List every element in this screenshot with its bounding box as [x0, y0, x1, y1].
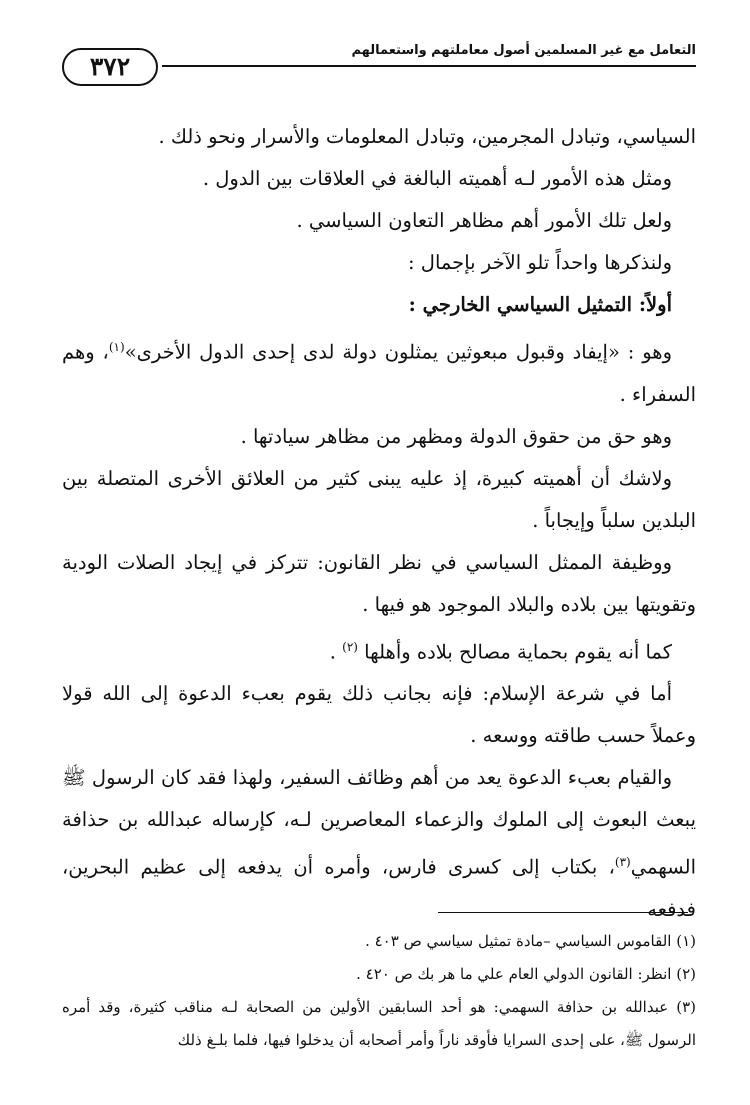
- paragraph-11: [62, 757, 696, 931]
- footnotes: [62, 925, 696, 1057]
- footnote-ref-3: (٣): [614, 855, 631, 869]
- paragraph-3: ولعل تلك الأمور أهم مظاهر التعاون السياسي .: [296, 209, 672, 232]
- paragraph-7: ولاشك أن أهميته كبيرة، إذ عليه يبنى كثير من العلائق الأخرى المتصلة بين البلدين سلباً وإيجاباً .: [62, 466, 696, 532]
- paragraph-5-text: وهو : «إيفاد وقبول مبعوثين يمثلون دولة لدى إحدى الدول الأخرى»: [124, 340, 672, 364]
- paragraph-9: [62, 626, 696, 674]
- footnote-ref-2: (٢): [342, 639, 358, 654]
- paragraph-1: السياسي، وتبادل المجرمين، وتبادل المعلومات والأسرار ونحو ذلك .: [158, 125, 696, 148]
- header-rule: [162, 65, 696, 67]
- footnote-separator: [438, 912, 688, 913]
- paragraph-2: ومثل هذه الأمور لـه أهميته البالغة في العلاقات بين الدول .: [202, 167, 672, 190]
- paragraph-9-tail: .: [329, 640, 343, 663]
- paragraph-6: وهو حق من حقوق الدولة ومظهر من مظاهر سيادتها .: [240, 424, 672, 448]
- paragraph-11-text: والقيام بعبء الدعوة يعد من أهم وظائف السفير، ولهذا فقد كان الرسول ﷺ يبعث البعوث إلى الملوك والزعماء المعاصرين لـه، كإرساله عبدالله بن حذافة السهمي: [62, 766, 696, 879]
- paragraph-10: أما في شرعة الإسلام: فإنه بجانب ذلك يقوم بعبء الدعوة إلى الله قولا وعملاً حسب طاقته ووسعه .: [62, 682, 696, 747]
- running-title: التعامل مع غير المسلمين أصول معاملتهم واستعمالهم: [351, 43, 696, 58]
- paragraph-9-text: كما أنه يقوم بحماية مصالح بلاده وأهلها: [364, 640, 672, 663]
- footnote-2: (٢) انظر: القانون الدولي العام علي ما هر بك ص ٤٢٠ .: [356, 965, 696, 983]
- footnote-ref-1: (١): [108, 340, 125, 354]
- paragraph-5: [62, 326, 696, 416]
- section-heading: أولاً: التمثيل السياسي الخارجي :: [408, 293, 672, 316]
- main-text: [62, 116, 696, 931]
- page-number: ٣٧٢: [62, 48, 158, 86]
- paragraph-8: ووظيفة الممثل السياسي في نظر القانون: تتركز في إيجاد الصلات الودية وتقويتها بين بلاده والبلاد الموجود هو فيها .: [62, 550, 696, 616]
- footnote-3: (٣) عبدالله بن حذافة السهمي: هو أحد السابقين الأولين من الصحابة لـه مناقب كثيرة، وقد أمره الرسول ﷺ، على إحدى السرايا فأوقد ناراً وأمر أصحابه أن يدخلوا فيها، فلما بلـغ ذلك: [62, 998, 696, 1049]
- paragraph-4: ولنذكرها واحداً تلو الآخر بإجمال :: [408, 251, 672, 274]
- paragraph-5-tail: ، وهم السفراء .: [62, 340, 696, 406]
- paragraph-11-tail: ، بكتاب إلى كسرى فارس، وأمره أن يدفعه إلى عظيم البحرين، فدفعه: [62, 855, 696, 921]
- footnote-1: (١) القاموس السياسي –مادة تمثيل سياسي ص ٤٠٣ .: [365, 932, 696, 950]
- page-header: [62, 40, 696, 88]
